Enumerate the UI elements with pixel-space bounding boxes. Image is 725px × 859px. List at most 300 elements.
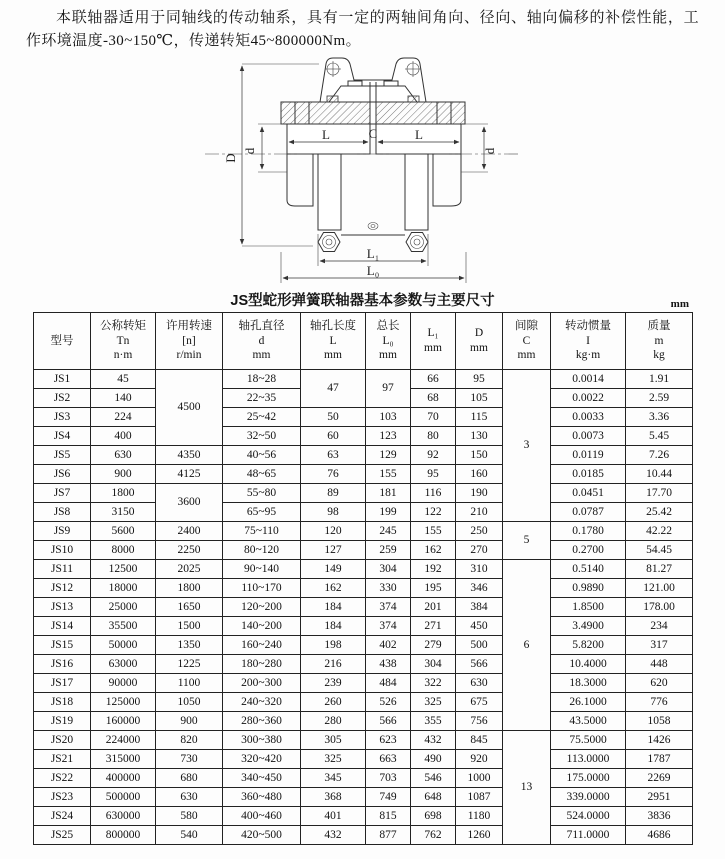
value-cell: 279 (411, 636, 456, 655)
value-cell: 123 (366, 427, 411, 446)
value-cell: 200~300 (223, 674, 301, 693)
value-cell: 2269 (626, 769, 693, 788)
value-cell: 65~95 (223, 503, 301, 522)
value-cell: 680 (156, 769, 223, 788)
dim-label-L-left: L (321, 127, 330, 142)
value-cell: 184 (301, 598, 366, 617)
value-cell: 1087 (456, 788, 503, 807)
value-cell: 181 (366, 484, 411, 503)
value-cell: 305 (301, 731, 366, 750)
value-cell: 92 (411, 446, 456, 465)
model-cell: JS2 (34, 389, 91, 408)
value-cell: 178.00 (626, 598, 693, 617)
value-cell: 762 (411, 826, 456, 845)
value-cell: 438 (366, 655, 411, 674)
value-cell: 315000 (91, 750, 156, 769)
value-cell: 25.42 (626, 503, 693, 522)
value-cell: 63000 (91, 655, 156, 674)
value-cell: 155 (366, 465, 411, 484)
value-cell: 90000 (91, 674, 156, 693)
value-cell: 620 (626, 674, 693, 693)
value-cell: 360~480 (223, 788, 301, 807)
value-cell: 648 (411, 788, 456, 807)
value-cell: 80~120 (223, 541, 301, 560)
value-cell: 271 (411, 617, 456, 636)
value-cell: 5.8200 (551, 636, 626, 655)
value-cell: 45 (91, 370, 156, 389)
value-cell: 900 (156, 712, 223, 731)
value-cell: 546 (411, 769, 456, 788)
value-cell: 250 (456, 522, 503, 541)
value-cell: 448 (626, 655, 693, 674)
table-row (34, 370, 693, 389)
value-cell: 5 (503, 522, 551, 560)
value-cell: 1058 (626, 712, 693, 731)
model-cell: JS12 (34, 579, 91, 598)
value-cell: 339.0000 (551, 788, 626, 807)
dim-label-C: C (368, 126, 377, 141)
column-header: 转动惯量 I kg·m (551, 313, 626, 370)
model-cell: JS8 (34, 503, 91, 522)
value-cell: 224 (91, 408, 156, 427)
value-cell: 5600 (91, 522, 156, 541)
value-cell: 26.1000 (551, 693, 626, 712)
value-cell: 500 (456, 636, 503, 655)
table-row (34, 731, 693, 750)
value-cell: 22~35 (223, 389, 301, 408)
value-cell: 97 (366, 370, 411, 408)
value-cell: 10.44 (626, 465, 693, 484)
value-cell: 54.45 (626, 541, 693, 560)
value-cell: 317 (626, 636, 693, 655)
value-cell: 900 (91, 465, 156, 484)
value-cell: 18000 (91, 579, 156, 598)
table-row (34, 788, 693, 807)
value-cell: 345 (301, 769, 366, 788)
value-cell: 162 (411, 541, 456, 560)
value-cell: 12500 (91, 560, 156, 579)
value-cell: 155 (411, 522, 456, 541)
value-cell: 140~200 (223, 617, 301, 636)
value-cell: 730 (156, 750, 223, 769)
value-cell: 500000 (91, 788, 156, 807)
value-cell: 0.0022 (551, 389, 626, 408)
value-cell: 675 (456, 693, 503, 712)
value-cell: 40~56 (223, 446, 301, 465)
value-cell: 0.0451 (551, 484, 626, 503)
value-cell: 526 (366, 693, 411, 712)
value-cell: 340~450 (223, 769, 301, 788)
value-cell: 374 (366, 617, 411, 636)
dim-label-D: D (222, 153, 238, 163)
value-cell: 630 (91, 446, 156, 465)
value-cell: 121.00 (626, 579, 693, 598)
table-title: JS型蛇形弹簧联轴器基本参数与主要尺寸 (230, 293, 495, 309)
value-cell: 4686 (626, 826, 693, 845)
coupling-section-drawing (183, 54, 543, 290)
value-cell: 63 (301, 446, 366, 465)
value-cell: 35500 (91, 617, 156, 636)
value-cell: 129 (366, 446, 411, 465)
value-cell: 346 (456, 579, 503, 598)
value-cell: 1100 (156, 674, 223, 693)
value-cell: 120~200 (223, 598, 301, 617)
table-row (34, 427, 693, 446)
column-header: 间隙 C mm (503, 313, 551, 370)
value-cell: 240~320 (223, 693, 301, 712)
value-cell: 490 (411, 750, 456, 769)
set-screw-right (408, 96, 419, 102)
value-cell: 150 (456, 446, 503, 465)
value-cell: 270 (456, 541, 503, 560)
value-cell: 2951 (626, 788, 693, 807)
value-cell: 0.0033 (551, 408, 626, 427)
value-cell: 776 (626, 693, 693, 712)
model-cell: JS6 (34, 465, 91, 484)
value-cell: 6 (503, 560, 551, 731)
value-cell: 122 (411, 503, 456, 522)
value-cell: 0.5140 (551, 560, 626, 579)
value-cell: 4500 (156, 370, 223, 446)
value-cell: 201 (411, 598, 456, 617)
value-cell: 260 (301, 693, 366, 712)
coupling-diagram-svg (183, 54, 543, 290)
value-cell: 304 (366, 560, 411, 579)
value-cell: 0.0787 (551, 503, 626, 522)
model-cell: JS4 (34, 427, 91, 446)
value-cell: 630000 (91, 807, 156, 826)
value-cell: 95 (411, 465, 456, 484)
value-cell: 484 (366, 674, 411, 693)
value-cell: 42.22 (626, 522, 693, 541)
value-cell: 3836 (626, 807, 693, 826)
value-cell: 259 (366, 541, 411, 560)
value-cell: 0.0185 (551, 465, 626, 484)
model-cell: JS25 (34, 826, 91, 845)
value-cell: 368 (301, 788, 366, 807)
value-cell: 116 (411, 484, 456, 503)
value-cell: 1787 (626, 750, 693, 769)
table-row (34, 826, 693, 845)
table-row (34, 579, 693, 598)
value-cell: 1650 (156, 598, 223, 617)
value-cell: 432 (301, 826, 366, 845)
dim-label-L0: L₀ (366, 263, 379, 278)
value-cell: 160~240 (223, 636, 301, 655)
value-cell: 402 (366, 636, 411, 655)
table-row (34, 408, 693, 427)
column-header: L₁ mm (411, 313, 456, 370)
value-cell: 115 (456, 408, 503, 427)
spec-table (33, 312, 693, 845)
dim-label-d-left: d (241, 147, 257, 155)
column-header: 许用转速 [n] r/min (156, 313, 223, 370)
model-cell: JS19 (34, 712, 91, 731)
table-title-row (0, 290, 725, 312)
value-cell: 160000 (91, 712, 156, 731)
value-cell: 180~280 (223, 655, 301, 674)
value-cell: 524.0000 (551, 807, 626, 826)
table-unit-label: mm (670, 298, 689, 310)
value-cell: 400~460 (223, 807, 301, 826)
table-row (34, 750, 693, 769)
value-cell: 50 (301, 408, 366, 427)
value-cell: 76 (301, 465, 366, 484)
value-cell: 280~360 (223, 712, 301, 731)
value-cell: 0.0119 (551, 446, 626, 465)
value-cell: 325 (301, 750, 366, 769)
value-cell: 160 (456, 465, 503, 484)
value-cell: 1350 (156, 636, 223, 655)
model-cell: JS15 (34, 636, 91, 655)
value-cell: 75.5000 (551, 731, 626, 750)
value-cell: 310 (456, 560, 503, 579)
table-row (34, 807, 693, 826)
value-cell: 2.59 (626, 389, 693, 408)
model-cell: JS24 (34, 807, 91, 826)
value-cell: 127 (301, 541, 366, 560)
column-header: 型号 (34, 313, 91, 370)
value-cell: 1260 (456, 826, 503, 845)
value-cell: 18~28 (223, 370, 301, 389)
value-cell: 845 (456, 731, 503, 750)
value-cell: 198 (301, 636, 366, 655)
value-cell: 3 (503, 370, 551, 522)
value-cell: 98 (301, 503, 366, 522)
value-cell: 698 (411, 807, 456, 826)
table-row (34, 446, 693, 465)
value-cell: 32~50 (223, 427, 301, 446)
column-header: D mm (456, 313, 503, 370)
intro-paragraph: 本联轴器适用于同轴线的传动轴系，具有一定的两轴间角向、径向、轴向偏移的补偿性能，工作环境温度-30~150℃，传递转矩45~800000Nm。 (26, 10, 699, 49)
value-cell: 304 (411, 655, 456, 674)
value-cell: 1050 (156, 693, 223, 712)
value-cell: 623 (366, 731, 411, 750)
value-cell: 7.26 (626, 446, 693, 465)
value-cell: 450 (456, 617, 503, 636)
value-cell: 43.5000 (551, 712, 626, 731)
table-row (34, 712, 693, 731)
value-cell: 580 (156, 807, 223, 826)
table-row (34, 522, 693, 541)
value-cell: 4125 (156, 465, 223, 484)
value-cell: 540 (156, 826, 223, 845)
value-cell: 355 (411, 712, 456, 731)
model-cell: JS11 (34, 560, 91, 579)
table-row (34, 484, 693, 503)
table-row (34, 617, 693, 636)
value-cell: 3600 (156, 484, 223, 522)
value-cell: 0.9890 (551, 579, 626, 598)
value-cell: 105 (456, 389, 503, 408)
value-cell: 401 (301, 807, 366, 826)
value-cell: 420~500 (223, 826, 301, 845)
value-cell: 18.3000 (551, 674, 626, 693)
value-cell: 703 (366, 769, 411, 788)
value-cell: 2250 (156, 541, 223, 560)
table-row (34, 598, 693, 617)
skirt-right (405, 154, 428, 230)
value-cell: 103 (366, 408, 411, 427)
value-cell: 70 (411, 408, 456, 427)
value-cell: 8000 (91, 541, 156, 560)
value-cell: 48~65 (223, 465, 301, 484)
value-cell: 192 (411, 560, 456, 579)
value-cell: 224000 (91, 731, 156, 750)
table-row (34, 465, 693, 484)
value-cell: 374 (366, 598, 411, 617)
dim-label-d-right: d (481, 147, 497, 155)
value-cell: 384 (456, 598, 503, 617)
column-header: 质量 m kg (626, 313, 693, 370)
table-row (34, 693, 693, 712)
value-cell: 66 (411, 370, 456, 389)
value-cell: 2025 (156, 560, 223, 579)
value-cell: 25000 (91, 598, 156, 617)
shaft-stub-right (433, 154, 461, 206)
table-row (34, 674, 693, 693)
table-row (34, 560, 693, 579)
model-cell: JS13 (34, 598, 91, 617)
value-cell: 50000 (91, 636, 156, 655)
value-cell: 110~170 (223, 579, 301, 598)
value-cell: 17.70 (626, 484, 693, 503)
value-cell: 25~42 (223, 408, 301, 427)
value-cell: 3.36 (626, 408, 693, 427)
value-cell: 325 (411, 693, 456, 712)
dim-label-L1: L₁ (366, 246, 379, 261)
model-cell: JS18 (34, 693, 91, 712)
model-cell: JS20 (34, 731, 91, 750)
value-cell: 1000 (456, 769, 503, 788)
column-header: 轴孔直径 d mm (223, 313, 301, 370)
column-header: 轴孔长度 L mm (301, 313, 366, 370)
value-cell: 432 (411, 731, 456, 750)
model-cell: JS23 (34, 788, 91, 807)
value-cell: 175.0000 (551, 769, 626, 788)
value-cell: 800000 (91, 826, 156, 845)
value-cell: 95 (456, 370, 503, 389)
model-cell: JS22 (34, 769, 91, 788)
value-cell: 3.4900 (551, 617, 626, 636)
value-cell: 756 (456, 712, 503, 731)
value-cell: 630 (456, 674, 503, 693)
model-cell: JS9 (34, 522, 91, 541)
value-cell: 300~380 (223, 731, 301, 750)
value-cell: 75~110 (223, 522, 301, 541)
value-cell: 130 (456, 427, 503, 446)
model-cell: JS7 (34, 484, 91, 503)
value-cell: 184 (301, 617, 366, 636)
model-cell: JS14 (34, 617, 91, 636)
value-cell: 330 (366, 579, 411, 598)
value-cell: 663 (366, 750, 411, 769)
value-cell: 80 (411, 427, 456, 446)
model-cell: JS21 (34, 750, 91, 769)
value-cell: 4350 (156, 446, 223, 465)
table-row (34, 769, 693, 788)
table-row (34, 636, 693, 655)
value-cell: 1.91 (626, 370, 693, 389)
value-cell: 140 (91, 389, 156, 408)
value-cell: 400000 (91, 769, 156, 788)
table-row (34, 503, 693, 522)
model-cell: JS17 (34, 674, 91, 693)
shaft-stub-left (287, 154, 313, 206)
value-cell: 0.2700 (551, 541, 626, 560)
value-cell: 749 (366, 788, 411, 807)
value-cell: 234 (626, 617, 693, 636)
value-cell: 120 (301, 522, 366, 541)
value-cell: 1180 (456, 807, 503, 826)
value-cell: 190 (456, 484, 503, 503)
value-cell: 162 (301, 579, 366, 598)
value-cell: 400 (91, 427, 156, 446)
value-cell: 566 (366, 712, 411, 731)
value-cell: 125000 (91, 693, 156, 712)
value-cell: 3150 (91, 503, 156, 522)
set-screw-left (327, 96, 338, 102)
value-cell: 216 (301, 655, 366, 674)
dim-label-L-right: L (414, 127, 423, 142)
value-cell: 90~140 (223, 560, 301, 579)
value-cell: 149 (301, 560, 366, 579)
value-cell: 566 (456, 655, 503, 674)
column-header: 公称转矩 Tn n·m (91, 313, 156, 370)
value-cell: 1.8500 (551, 598, 626, 617)
value-cell: 1500 (156, 617, 223, 636)
value-cell: 245 (366, 522, 411, 541)
table-header-row (34, 313, 693, 370)
value-cell: 113.0000 (551, 750, 626, 769)
value-cell: 1800 (91, 484, 156, 503)
value-cell: 815 (366, 807, 411, 826)
table-row (34, 655, 693, 674)
value-cell: 320~420 (223, 750, 301, 769)
value-cell: 239 (301, 674, 366, 693)
value-cell: 210 (456, 503, 503, 522)
value-cell: 195 (411, 579, 456, 598)
model-cell: JS16 (34, 655, 91, 674)
value-cell: 55~80 (223, 484, 301, 503)
value-cell: 13 (503, 731, 551, 845)
value-cell: 877 (366, 826, 411, 845)
spring-retainer (329, 86, 417, 102)
model-cell: JS5 (34, 446, 91, 465)
value-cell: 630 (156, 788, 223, 807)
model-cell: JS1 (34, 370, 91, 389)
value-cell: 199 (366, 503, 411, 522)
value-cell: 322 (411, 674, 456, 693)
value-cell: 60 (301, 427, 366, 446)
value-cell: 1426 (626, 731, 693, 750)
model-cell: JS10 (34, 541, 91, 560)
value-cell: 280 (301, 712, 366, 731)
value-cell: 68 (411, 389, 456, 408)
center-hole (368, 223, 378, 230)
value-cell: 820 (156, 731, 223, 750)
value-cell: 5.45 (626, 427, 693, 446)
value-cell: 0.0014 (551, 370, 626, 389)
value-cell: 2400 (156, 522, 223, 541)
table-row (34, 541, 693, 560)
value-cell: 920 (456, 750, 503, 769)
value-cell: 81.27 (626, 560, 693, 579)
model-cell: JS3 (34, 408, 91, 427)
skirt-left (318, 154, 341, 230)
value-cell: 1800 (156, 579, 223, 598)
value-cell: 0.0073 (551, 427, 626, 446)
